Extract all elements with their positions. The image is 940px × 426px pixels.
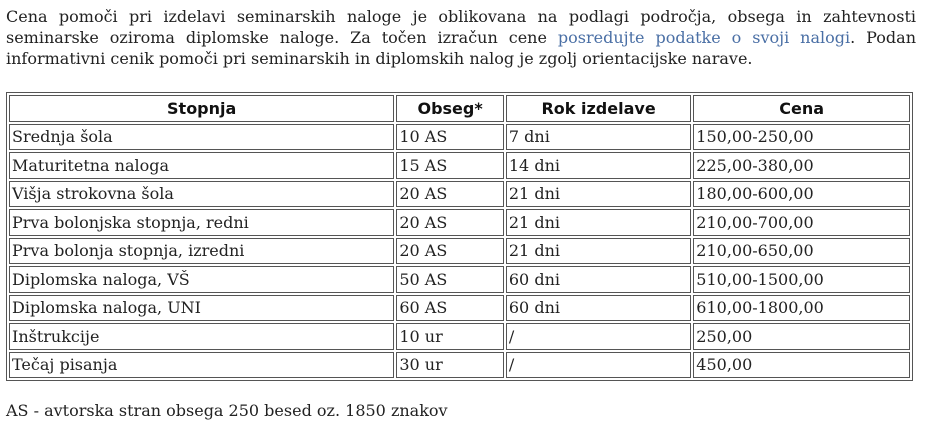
cell-cena: 180,00-600,00 (693, 181, 910, 208)
cell-stopnja: Prva bolonja stopnja, izredni (9, 238, 394, 265)
cell-stopnja: Maturitetna naloga (9, 152, 394, 179)
cell-cena: 450,00 (693, 352, 910, 379)
cell-stopnja: Diplomska naloga, VŠ (9, 266, 394, 293)
intro-text-start: Cena pomoči pri izdelavi seminarskih naloge je oblikovana na podlagi področja, obsega in zahtevnosti seminarske oziroma diplomske naloge. Za točen izračun cene (6, 7, 916, 47)
header-rok-izdelave: Rok izdelave (506, 95, 691, 122)
table-row (9, 323, 910, 350)
cell-rok: 21 dni (506, 209, 691, 236)
cell-cena: 225,00-380,00 (693, 152, 910, 179)
header-cena: Cena (693, 95, 910, 122)
submit-assignment-details-link[interactable]: posredujte podatke o svoji nalogi (557, 28, 851, 47)
table-header-row (9, 95, 910, 122)
cell-rok: / (506, 323, 691, 350)
cell-obseg: 20 AS (396, 181, 504, 208)
cell-cena: 250,00 (693, 323, 910, 350)
table-row (9, 238, 910, 265)
cell-rok: 7 dni (506, 124, 691, 151)
intro-text-end: . Podan informativni cenik pomoči pri seminarskih in diplomskih nalog je zgolj orientacijske narave. (6, 28, 917, 68)
table-row (9, 266, 910, 293)
cell-stopnja: Tečaj pisanja (9, 352, 394, 379)
cell-stopnja: Srednja šola (9, 124, 394, 151)
cell-obseg: 10 ur (396, 323, 504, 350)
table-row (9, 295, 910, 322)
cell-obseg: 20 AS (396, 238, 504, 265)
cell-rok: 60 dni (506, 266, 691, 293)
cell-cena: 150,00-250,00 (693, 124, 910, 151)
cell-stopnja: Višja strokovna šola (9, 181, 394, 208)
price-table (6, 92, 913, 381)
cell-stopnja: Prva bolonjska stopnja, redni (9, 209, 394, 236)
cell-cena: 210,00-700,00 (693, 209, 910, 236)
cell-rok: 21 dni (506, 238, 691, 265)
header-obseg: Obseg* (396, 95, 504, 122)
cell-stopnja: Inštrukcije (9, 323, 394, 350)
cell-stopnja: Diplomska naloga, UNI (9, 295, 394, 322)
cell-rok: 14 dni (506, 152, 691, 179)
header-stopnja: Stopnja (9, 95, 394, 122)
cell-rok: / (506, 352, 691, 379)
cell-obseg: 50 AS (396, 266, 504, 293)
table-row (9, 152, 910, 179)
intro-paragraph (6, 6, 916, 69)
cell-obseg: 20 AS (396, 209, 504, 236)
cell-cena: 210,00-650,00 (693, 238, 910, 265)
cell-obseg: 10 AS (396, 124, 504, 151)
table-row (9, 181, 910, 208)
cell-rok: 21 dni (506, 181, 691, 208)
footnote-as-definition: AS - avtorska stran obsega 250 besed oz. 1850 znakov (6, 401, 448, 420)
table-row (9, 124, 910, 151)
cell-cena: 610,00-1800,00 (693, 295, 910, 322)
cell-obseg: 30 ur (396, 352, 504, 379)
table-row (9, 209, 910, 236)
table-row (9, 352, 910, 379)
cell-rok: 60 dni (506, 295, 691, 322)
cell-obseg: 60 AS (396, 295, 504, 322)
cell-obseg: 15 AS (396, 152, 504, 179)
cell-cena: 510,00-1500,00 (693, 266, 910, 293)
